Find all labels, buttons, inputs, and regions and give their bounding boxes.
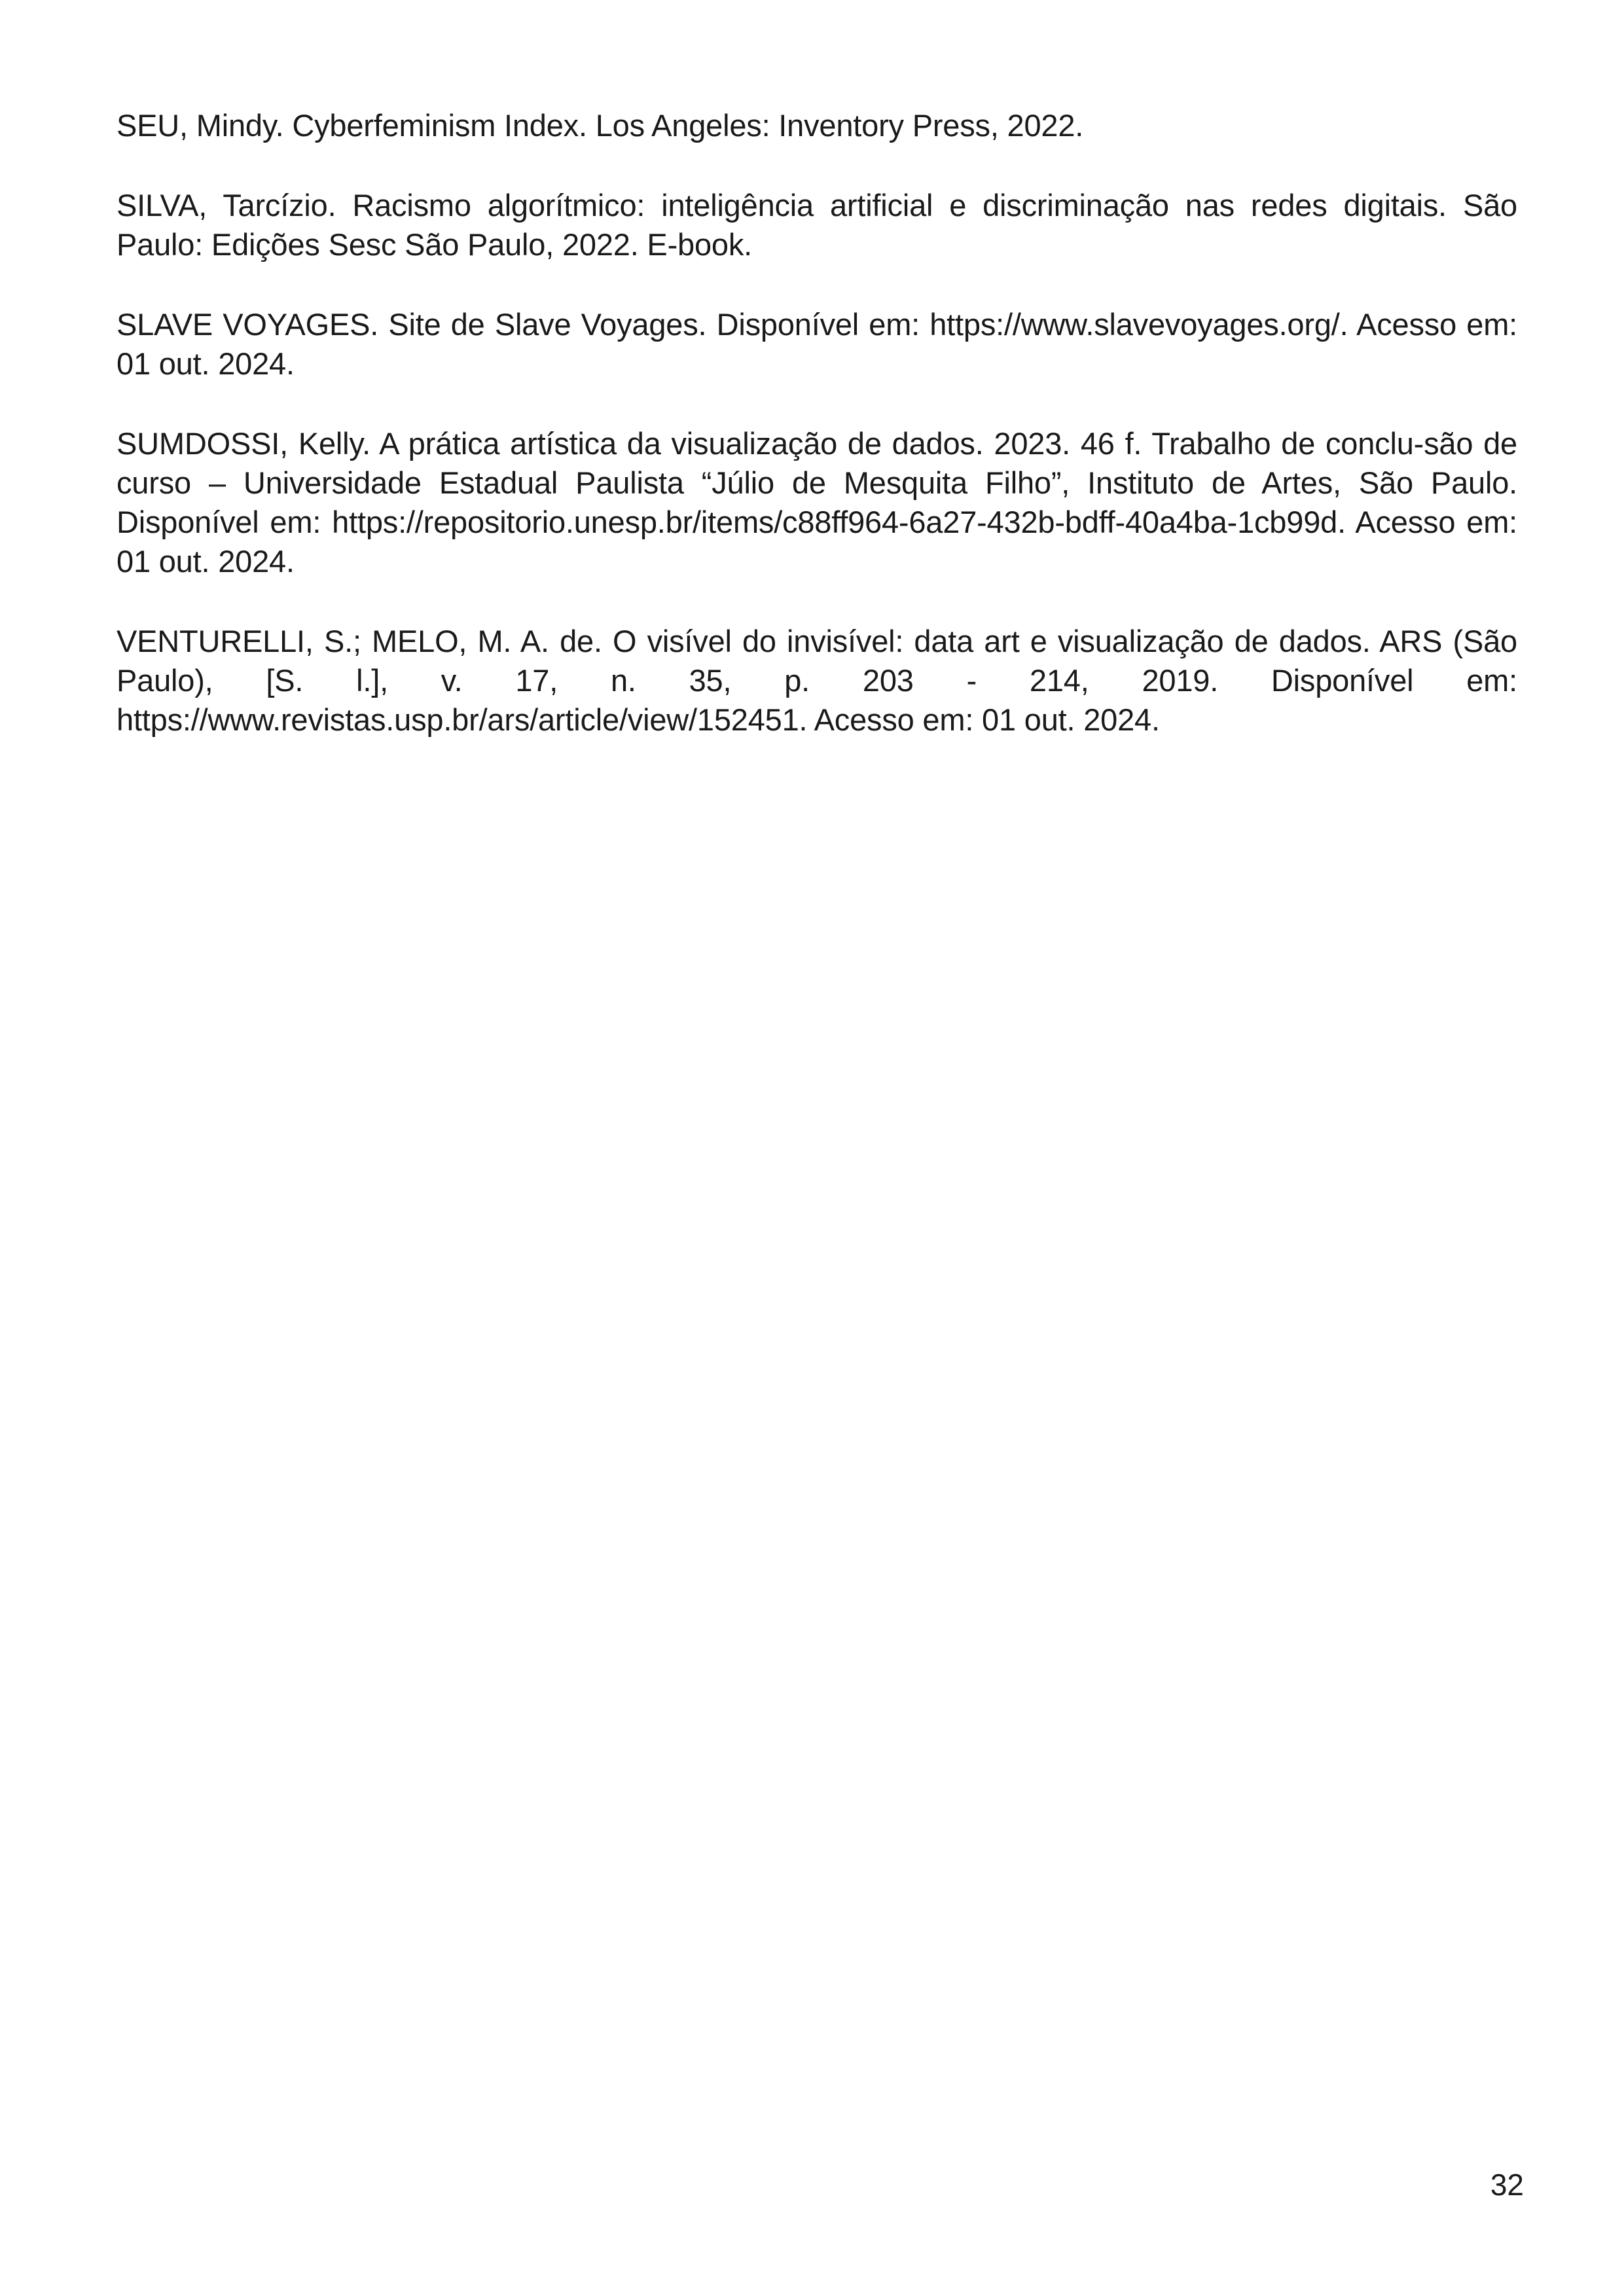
reference-entry-silva: SILVA, Tarcízio. Racismo algorítmico: inteligência artificial e discriminação nas redes digitais. São Paulo: Edições Sesc São Paulo, 2022. E-book. xyxy=(117,188,1517,262)
reference-list xyxy=(117,106,1517,780)
page-number: 32 xyxy=(1490,2168,1524,2202)
reference-entry-seu: SEU, Mindy. Cyberfeminism Index. Los Angeles: Inventory Press, 2022. xyxy=(117,108,1084,143)
reference-entry-venturelli: VENTURELLI, S.; MELO, M. A. de. O visível do invisível: data art e visualização de dados. ARS (São Paulo), [S. l.], v. 17, n. 35, p. 203 - 214, 2019. Disponível em: https://www.revistas.usp.br/ars/article/view/152451. Acesso em: 01 out. 2024. xyxy=(117,624,1517,737)
reference-entry-sumdossi: SUMDOSSI, Kelly. A prática artística da visualização de dados. 2023. 46 f. Trabalho de conclu-são de curso – Universidade Estadual Paulista “Júlio de Mesquita Filho”, Instituto de Artes, São Paulo. Disponível em: https://repositorio.unesp.br/items/c88ff964-6a27-432b-bdff-40a4ba-1cb99d. Acesso em: 01 out. 2024. xyxy=(117,426,1517,579)
reference-entry-slave-voyages: SLAVE VOYAGES. Site de Slave Voyages. Disponível em: https://www.slavevoyages.org/. Acesso em: 01 out. 2024. xyxy=(117,307,1517,381)
